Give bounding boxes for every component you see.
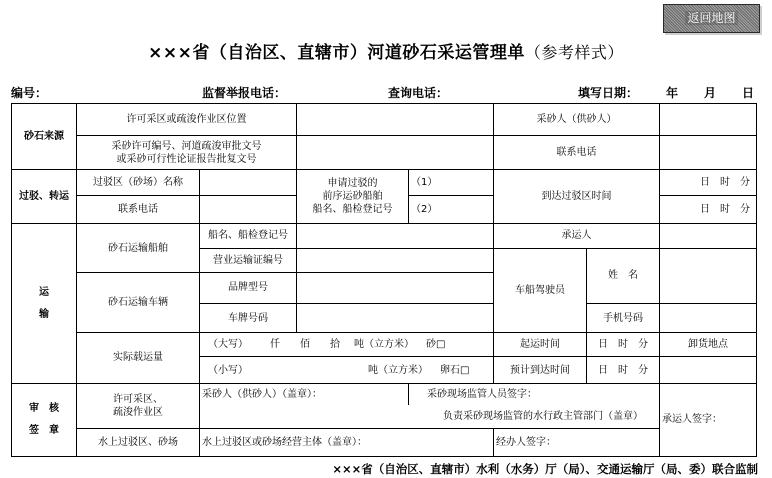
prior-ship-item-1[interactable]: （1） <box>409 169 494 195</box>
driver-name-value[interactable] <box>660 248 757 304</box>
prior-ship-label: 申请过驳的 前序运砂船舶 船名、船检登记号 <box>297 169 409 223</box>
permit-label: 采砂许可编号、河道疏浚审批文号 或采砂可行性论证报告批复文号 <box>77 136 297 170</box>
depart-time-value[interactable]: 日 时 分 <box>587 333 660 357</box>
water-dept-seal-label[interactable]: 负责采砂现场监管的水行政主管部门（盖章） <box>200 405 660 428</box>
gravel-checkbox[interactable]: □ <box>460 364 470 376</box>
operator-seal-label[interactable]: 水上过驳区或砂场经营主体（盖章）： <box>200 428 494 456</box>
transfer-site-label: 过驳区（砂场）名称 <box>77 169 200 195</box>
vehicle-brand-label: 品牌型号 <box>200 272 297 303</box>
vehicle-plate-value[interactable] <box>297 304 494 333</box>
location-value[interactable] <box>297 104 494 136</box>
load-label: 实际载运量 <box>77 333 200 383</box>
location-label: 许可采区或疏浚作业区位置 <box>77 104 297 136</box>
transport-category: 运 输 <box>12 224 77 383</box>
transfer-site-value[interactable] <box>200 169 297 195</box>
title-main: ×××省（自治区、直辖市）河道砂石采运管理单 <box>148 43 525 63</box>
transfer-category: 过驳、转运 <box>12 169 77 223</box>
driver-name-label: 姓 名 <box>587 248 660 304</box>
depart-time-label: 起运时间 <box>494 333 587 357</box>
hotline-label: 监督举报电话： <box>202 86 287 100</box>
transfer-contact-label: 联系电话 <box>77 196 200 224</box>
collector-label: 采砂人（供砂人） <box>494 104 660 136</box>
arrival-time-2[interactable]: 日 时 分 <box>660 196 757 224</box>
supervisor-sign-label[interactable]: 采砂现场监管人员签字： <box>409 383 660 405</box>
carrier-label: 承运人 <box>494 224 660 248</box>
source-contact-value[interactable] <box>660 136 757 170</box>
inquiry-label: 查询电话： <box>388 86 449 100</box>
load-upper-value[interactable]: （大写） 仟 佰 拾 吨（立方米） 砂□ <box>200 333 494 357</box>
ship-label: 砂石运输船舶 <box>77 224 200 272</box>
source-category: 砂石来源 <box>12 104 77 170</box>
permit-value[interactable] <box>297 136 494 170</box>
footer-issuer: ×××省（自治区、直辖市）水利（水务）厅（局）、交通运输厅（局、委）联合监制 <box>332 462 758 476</box>
review-category: 审 核 签 章 <box>12 383 77 456</box>
water-site-label: 水上过驳区、砂场 <box>77 428 200 456</box>
unload-location-value[interactable] <box>660 357 757 383</box>
transfer-contact-value[interactable] <box>200 196 297 224</box>
back-to-map-label: 返回地图 <box>687 11 736 25</box>
number-label: 编号： <box>11 86 48 100</box>
title-sub: （参考样式） <box>524 43 624 62</box>
page-title <box>0 38 772 63</box>
driver-phone-label: 手机号码 <box>587 304 660 333</box>
ship-license-value[interactable] <box>297 248 494 272</box>
date-year: 年 <box>666 86 679 100</box>
back-to-map-button[interactable] <box>663 4 760 33</box>
arrival-label: 到达过驳区时间 <box>494 169 660 223</box>
carrier-value[interactable] <box>660 224 757 248</box>
source-contact-label: 联系电话 <box>494 136 660 170</box>
eta-label: 预计到达时间 <box>494 357 587 383</box>
vehicle-plate-label: 车牌号码 <box>200 304 297 333</box>
sand-checkbox[interactable]: □ <box>436 339 446 351</box>
management-form <box>11 103 757 457</box>
prior-ship-item-2[interactable]: （2） <box>409 196 494 224</box>
handler-sign-label[interactable]: 经办人签字： <box>494 428 660 456</box>
collector-value[interactable] <box>660 104 757 136</box>
collector-seal-label[interactable]: 采砂人（供砂人）（盖章）： <box>200 383 409 405</box>
load-lower-value[interactable]: （小写） 吨（立方米） 卵石□ <box>200 357 494 383</box>
date-month: 月 <box>704 86 717 100</box>
permit-area-label: 许可采区、 疏浚作业区 <box>77 383 200 428</box>
ship-license-label: 营业运输证编号 <box>200 248 297 272</box>
unload-location-label: 卸货地点 <box>660 333 757 357</box>
ship-name-label: 船名、船检登记号 <box>200 224 297 248</box>
driver-label: 车船驾驶员 <box>494 248 587 333</box>
driver-phone-value[interactable] <box>660 304 757 333</box>
arrival-time-1[interactable]: 日 时 分 <box>660 169 757 195</box>
ship-name-value[interactable] <box>297 224 494 248</box>
vehicle-brand-value[interactable] <box>297 272 494 303</box>
eta-value[interactable]: 日 时 分 <box>587 357 660 383</box>
date-day: 日 <box>742 86 755 100</box>
carrier-sign-label[interactable]: 承运人签字： <box>660 383 757 456</box>
date-label: 填写日期： <box>578 86 639 100</box>
vehicle-label: 砂石运输车辆 <box>77 272 200 333</box>
